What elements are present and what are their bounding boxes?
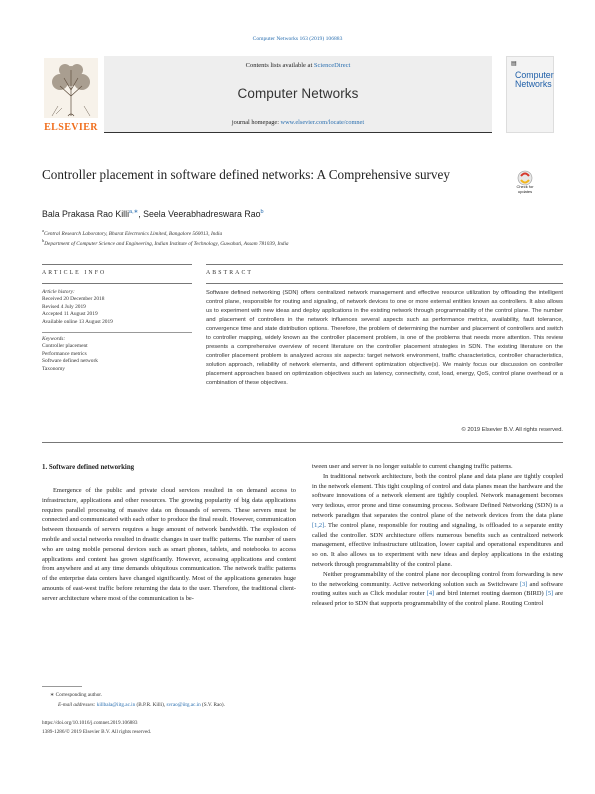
right-p2-text-a: Neither programmability of the control plane nor decoupling control from forwarding is new to the networking community. Active networking solution such as Switchware (312, 570, 563, 588)
email-2-name: (S.V. Rao). (200, 702, 225, 708)
author-separator: , (138, 209, 144, 219)
author-1: Bala Prakasa Rao Killi (42, 209, 130, 219)
history-accepted: Accepted 11 August 2019 (42, 311, 98, 318)
email-label: E-mail addresses: (58, 702, 97, 708)
info-heading-rule (42, 283, 192, 284)
right-column (312, 462, 563, 609)
article-title: Controller placement in software defined networks: A Comprehensive survey (42, 167, 450, 182)
right-p2-text-c: and bird internet routing daemon (BIRD) (434, 590, 546, 598)
homepage-link[interactable]: www.elsevier.com/locate/comnet (280, 119, 365, 126)
abstract-text: Software defined networking (SDN) offers centralized network management and effective resource utilization by offloading the intelligent control plane, responsible for routing and signaling, of network devices to one or more external entities known as controllers. It also allows us to experiment with new ideas and deploy applications in the existing network through programmability of the control plane. The number and placement of controllers in the network influences several aspects such as performance metrics, availability, fault tolerance, convergence time and state distribution options. Therefore, the problem of determining the number and placement of controllers and switch to controller mapping, widely known as the controller placement problem, is one of the problems that needs more attention. This review presents a comprehensive overview of recent literature on the controller placement strategies in SDN. The existing literature on the controller placement problem is analyzed across six aspects: target network environment, traffic characteristics, controller characteristics, solution approach, reliability of network elements, and different optimization objective(s). We mainly focus our discussion on controller placement approaches based on optimization objectives such as latency, connectivity, cost, load, energy, QoS, control plane overhead or a combination of these objectives. (206, 290, 563, 387)
history-received: Received 20 December 2018 (42, 296, 105, 303)
citation-1-2[interactable]: [1,2] (312, 521, 325, 529)
right-paragraph-2 (312, 570, 563, 609)
keywords-label: Keywords: (42, 336, 66, 343)
affiliation-a-marker: a (42, 228, 44, 233)
homepage-line (104, 119, 492, 126)
right-paragraph-1 (312, 472, 563, 570)
homepage-prefix: journal homepage: (231, 119, 281, 126)
info-divider (42, 332, 192, 333)
keyword-item: Performance metrics (42, 350, 87, 357)
abstract-heading-rule (206, 283, 563, 284)
section-1-heading: 1. Software defined networking (42, 464, 135, 471)
contents-prefix: Contents lists available at (245, 62, 314, 69)
article-info (42, 289, 192, 373)
author-2-affil-link[interactable]: b (260, 209, 264, 216)
author-1-affil-link[interactable]: a,∗ (129, 209, 139, 216)
history-revised: Revised 4 July 2019 (42, 303, 86, 310)
cover-logo-icon: ▤ (511, 61, 517, 67)
article-info-heading: ARTICLE INFO (42, 270, 107, 276)
abstract-bottom-rule (42, 442, 563, 443)
info-top-rule (42, 264, 192, 265)
abstract-top-rule (206, 264, 563, 265)
history-online: Available online 13 August 2019 (42, 318, 113, 325)
email-note (58, 702, 225, 708)
citation-3[interactable]: [3] (519, 580, 528, 588)
footnote-rule (42, 686, 82, 687)
affiliation-b (42, 238, 289, 247)
keyword-item: Software defined network (42, 358, 98, 365)
citation-5[interactable]: [5] (545, 590, 554, 598)
affiliation-a-text: Central Research Laboratory, Bharat Electronics Limited, Bangalore 560013, India (43, 230, 223, 237)
corresponding-author-note: ∗ Corresponding author. (50, 692, 103, 698)
contents-line (104, 62, 492, 69)
email-link-1[interactable]: killbala@iitg.ac.in (96, 702, 136, 708)
email-link-2[interactable]: svrao@iitg.ac.in (166, 702, 201, 708)
right-p1-text-b: . The control plane, responsible for routing and signaling, is offloaded to a separate entity called the controller. SDN architecture offers numerous benefits such as centralized network management, effective infrastructure utilization, lower capital and operational expenditures and so on. It also allows us to experiment with new ideas and deploy applications in the existing network through programmability of the control plane. (312, 521, 563, 568)
doi-link[interactable]: https://doi.org/10.1016/j.comnet.2019.106883 (42, 720, 138, 726)
authors-line (42, 209, 264, 219)
right-p1-text-a: In traditional network architecture, both the control plane and data plane are tightly coupled in the network element. This tight coupling of control and data planes mean the hardware and the software innovations of a network element are tightly coupled. Network management becomes very tedious, error prone and time consuming process. Software Defined Networking (SDN) is a network paradigm that separates the control plane of the network devices from the data plane (312, 472, 563, 519)
right-p2-text-b: and software routing suites such as Click modular router (312, 580, 563, 598)
citation-4[interactable]: [4] (426, 590, 435, 598)
journal-title: Computer Networks (237, 86, 359, 101)
abstract-heading: ABSTRACT (206, 270, 254, 276)
sciencedirect-link[interactable]: ScienceDirect (313, 62, 351, 69)
elsevier-logo (42, 56, 100, 133)
journal-cover-thumbnail[interactable] (506, 56, 554, 133)
email-1-name: (B.P.R. Killi), (135, 702, 167, 708)
abstract-copyright: © 2019 Elsevier B.V. All rights reserved. (461, 427, 563, 433)
keyword-item: Taxonomy (42, 365, 65, 372)
left-column (42, 486, 296, 604)
affiliation-b-marker: b (42, 238, 45, 243)
right-paragraph-0: tween user and server is no longer suitable to current changing traffic patterns. (312, 463, 513, 470)
keyword-item: Controller placement (42, 343, 88, 350)
left-paragraph-1: Emergence of the public and private cloud services resulted in on demand access to infrastructure, applications and other resources. The growing popularity of big data applications requires parallel processing of massive data on thousands of servers. These servers must be connected and communicated with each other to produce the final result. However, communication between thousands of servers requires a huge amount of network bandwidth. The explosion of mobile and social networks resulted in drastic changes in user traffic patterns. The number of users who are using mobile personal devices such as smart phones, tablets, and notebooks to access applications and content has grown significantly. However, accessing applications and content from anywhere and at any time demands ubiquitous communication. The network traffic patterns of the enterprise data centers have changed significantly. Most of the applications generates huge amounts of east-west traffic before returning the data to the user. Therefore, the traditional client-server architecture where most of the communication is be- (42, 487, 296, 602)
journal-reference[interactable]: Computer Networks 163 (2019) 106883 (252, 36, 343, 42)
check-updates-label: Check for updates (516, 184, 534, 194)
issn-copyright: 1389-1286/© 2019 Elsevier B.V. All rights reserved. (42, 729, 152, 735)
author-2: Seela Veerabhadreswara Rao (143, 209, 261, 219)
affiliation-b-text: Department of Computer Science and Engineering, Indian Institute of Technology, Guwahati, Assam 781039, India (44, 240, 289, 247)
check-for-updates-badge[interactable] (510, 170, 540, 204)
cover-title: Computer Networks (515, 70, 554, 89)
publisher-wordmark: ELSEVIER (44, 122, 98, 133)
right-p2-text-d: are released prior to SDN that supports programmability of the control plane. Routing Control (312, 590, 563, 608)
tree-emblem-icon (42, 56, 100, 120)
affiliation-a (42, 228, 222, 237)
history-label: Article history: (42, 289, 75, 295)
